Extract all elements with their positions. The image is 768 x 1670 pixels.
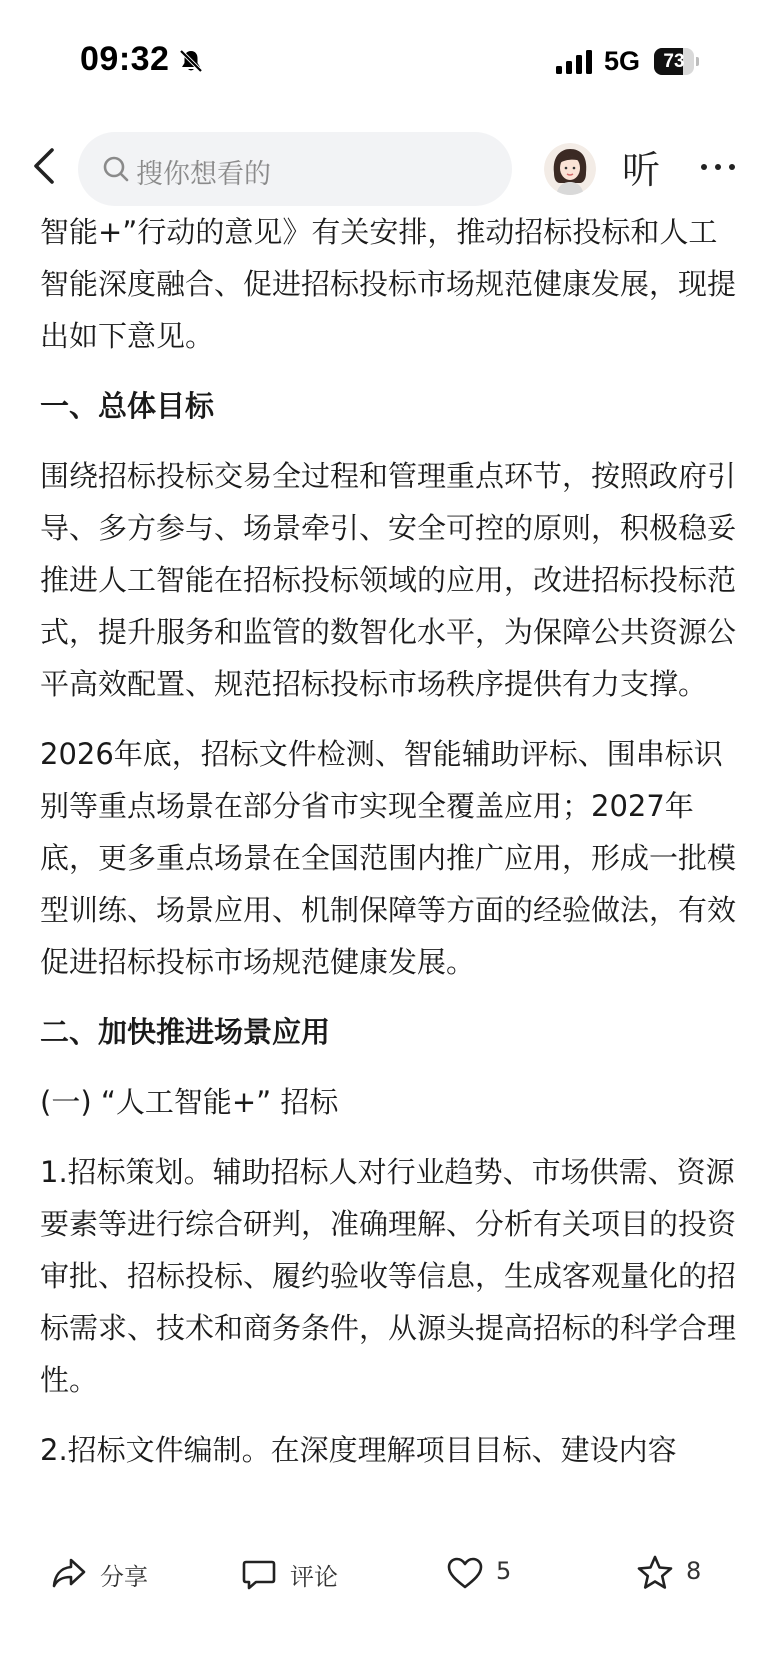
subsection-heading: (一) “人工智能+” 招标 (40, 1085, 339, 1119)
favorite-count: 8 (686, 1557, 702, 1585)
article-body (40, 206, 740, 1526)
article-paragraph: 智能+”行动的意见》有关安排，推动招标投标和人工智能深度融合、促进招标投标市场规范健康发展，现提出如下意见。 (40, 215, 737, 353)
battery-icon (654, 48, 700, 75)
more-dots-icon[interactable] (696, 145, 740, 189)
share-icon (50, 1554, 88, 1592)
bottom-action-bar (0, 1528, 768, 1670)
article-paragraph: 1.招标策划。辅助招标人对行业趋势、市场供需、资源要素等进行综合研判，准确理解、分析有关项目的投资审批、招标投标、履约验收等信息，生成客观量化的招标需求、技术和商务条件，从源头提高招标的科学合理性。 (40, 1155, 737, 1397)
share-button[interactable] (50, 1554, 160, 1594)
article-paragraph: 2.招标文件编制。在深度理解项目目标、建设内容 (40, 1433, 677, 1467)
search-placeholder: 搜你想看的 (136, 159, 271, 190)
star-icon (636, 1554, 674, 1592)
section-heading: 二、加快推进场景应用 (40, 1015, 331, 1049)
cellular-signal-icon (556, 50, 594, 74)
battery-level: 73 (663, 51, 685, 72)
comment-button[interactable] (240, 1554, 350, 1594)
bell-slash-icon (178, 48, 204, 74)
article-paragraph: 2026年底，招标文件检测、智能辅助评标、围串标识别等重点场景在部分省市实现全覆盖应用；2027年底，更多重点场景在全国范围内推广应用，形成一批模型训练、场景应用、机制保障等方面的经验做法，有效促进招标投标市场规范健康发展。 (40, 737, 737, 979)
comment-label: 评论 (290, 1563, 338, 1591)
network-type: 5G (604, 46, 641, 76)
nav-header (0, 125, 768, 215)
avatar[interactable] (544, 143, 596, 195)
status-bar (0, 0, 768, 110)
listen-button[interactable]: 听 (622, 148, 661, 192)
search-input[interactable] (78, 132, 512, 206)
favorite-button[interactable] (636, 1554, 726, 1594)
comment-icon (240, 1554, 278, 1592)
search-icon (102, 155, 130, 183)
status-time: 09:32 (80, 40, 170, 78)
section-heading: 一、总体目标 (40, 389, 215, 423)
heart-icon (446, 1554, 484, 1592)
article-paragraph: 围绕招标投标交易全过程和管理重点环节，按照政府引导、多方参与、场景牵引、安全可控的原则，积极稳妥推进人工智能在招标投标领域的应用，改进招标投标范式，提升服务和监管的数智化水平，为保障公共资源公平高效配置、规范招标投标市场秩序提供有力支撑。 (40, 459, 737, 701)
like-count: 5 (496, 1557, 512, 1585)
back-arrow-icon[interactable] (28, 140, 64, 192)
share-label: 分享 (100, 1563, 148, 1591)
like-button[interactable] (446, 1554, 536, 1594)
